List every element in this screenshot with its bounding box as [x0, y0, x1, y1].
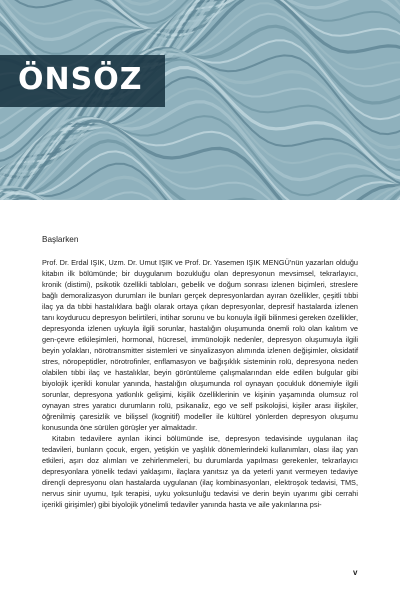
page-title: ÖNSÖZ — [18, 62, 143, 97]
page-number: v — [353, 568, 358, 577]
header-banner — [0, 0, 400, 200]
paragraph-2: Kitabın tedavilere ayrılan ikinci bölümünde ise, depresyon tedavisinde uygulanan ilaç tedavileri, bunların çocuk, ergen, yetişkin ve yaşlılık dönemlerindeki kullanımları, olası ilaç yan etkileri, aşırı doz alımları ve zehirlenmeleri, bu durumlarda yapılması gerekenler, tekrarlayıcı depresyonlara yönelik tedavi yaklaşımı, ilaçlara yanıtsız ya da yeterli yanıt vermeyen tedaviye dirençli depresyonu olan hastalarda uygulanan (ilaç kombinasyonları, elektroşok tedavisi, TMS, nervus sinir uyumu, Işık terapisi, uyku yoksunluğu tedavisi ve derin beyin uyarımı gibi cerrahi içerikli girişimler) gibi biyolojik yönelimli tedaviler yanında hasta ve aile yakınlarına psi- — [42, 434, 358, 509]
title-bar — [0, 55, 165, 107]
body-content — [42, 234, 358, 510]
paragraph-1: Prof. Dr. Erdal IŞIK, Uzm. Dr. Umut IŞIK ve Prof. Dr. Yasemen IŞIK MENGÜ'nün yazarları olduğu kitabın ilk bölümünde; bir duygulanım bozukluğu olan depresyonun mevsimsel, tekrarlayıcı, kronik (distimi), psikotik özellikli tabloları, gebelik ve doğum sonrası izlenen biçimleri, streslere bağlı demoralizasyon durumları ile bunları gerçek depresyonlardan ayıran özellikler, çeşitli tıbbi ilaç ya da tıbbi hastalıklara bağlı olarak ortaya çıkan depresyonlar, depresif hastalarda izlenen tanı koydurucu depresyon belirtileri, intihar sorunu ve bu konuyla ilgili bilinmesi gereken özellikler, depresyonda izlenen uykuyla ilgili sorunlar, hastalığın oluşumunda önemli rolü olan kalıtım ve gen-çevre etkileşimleri, hormonal, hücresel, immünolojik nedenler, depresyon oluşumuyla ilgili beyin yolakları, nörotransmitter sistemleri ve sinyalizasyon alımında izlenen değişimler, oksidatif stres, nöropeptidler, nörotrofinler, enflamasyon ve bağışıklık sisteminin rolü, depresyona neden olabilen tıbbi ilaç ve hastalıklar, beyin görüntüleme çalışmalarından elde edilen bulgular gibi biyolojik içerikli konular yanında, hastalığın oluşumunda rol oynayan çocukluk dönemiyle ilgili sorunlar, depresyona yatkınlık gelişimi, kişilik özelliklerinin ve kişinin yaşamında olumsuz rol oynayan stres yaratıcı durumların rolü, psikanaliz, ego ve self psikolojisi, kişiler arası ilişkiler, öğrenilmiş çaresizlik ve bilişsel (kognitif) modeller ile kültürel yönlerden depresyon oluşumu konusunda öne sürülen görüşler yer almaktadır. — [42, 258, 358, 432]
section-heading: Başlarken — [42, 235, 79, 244]
